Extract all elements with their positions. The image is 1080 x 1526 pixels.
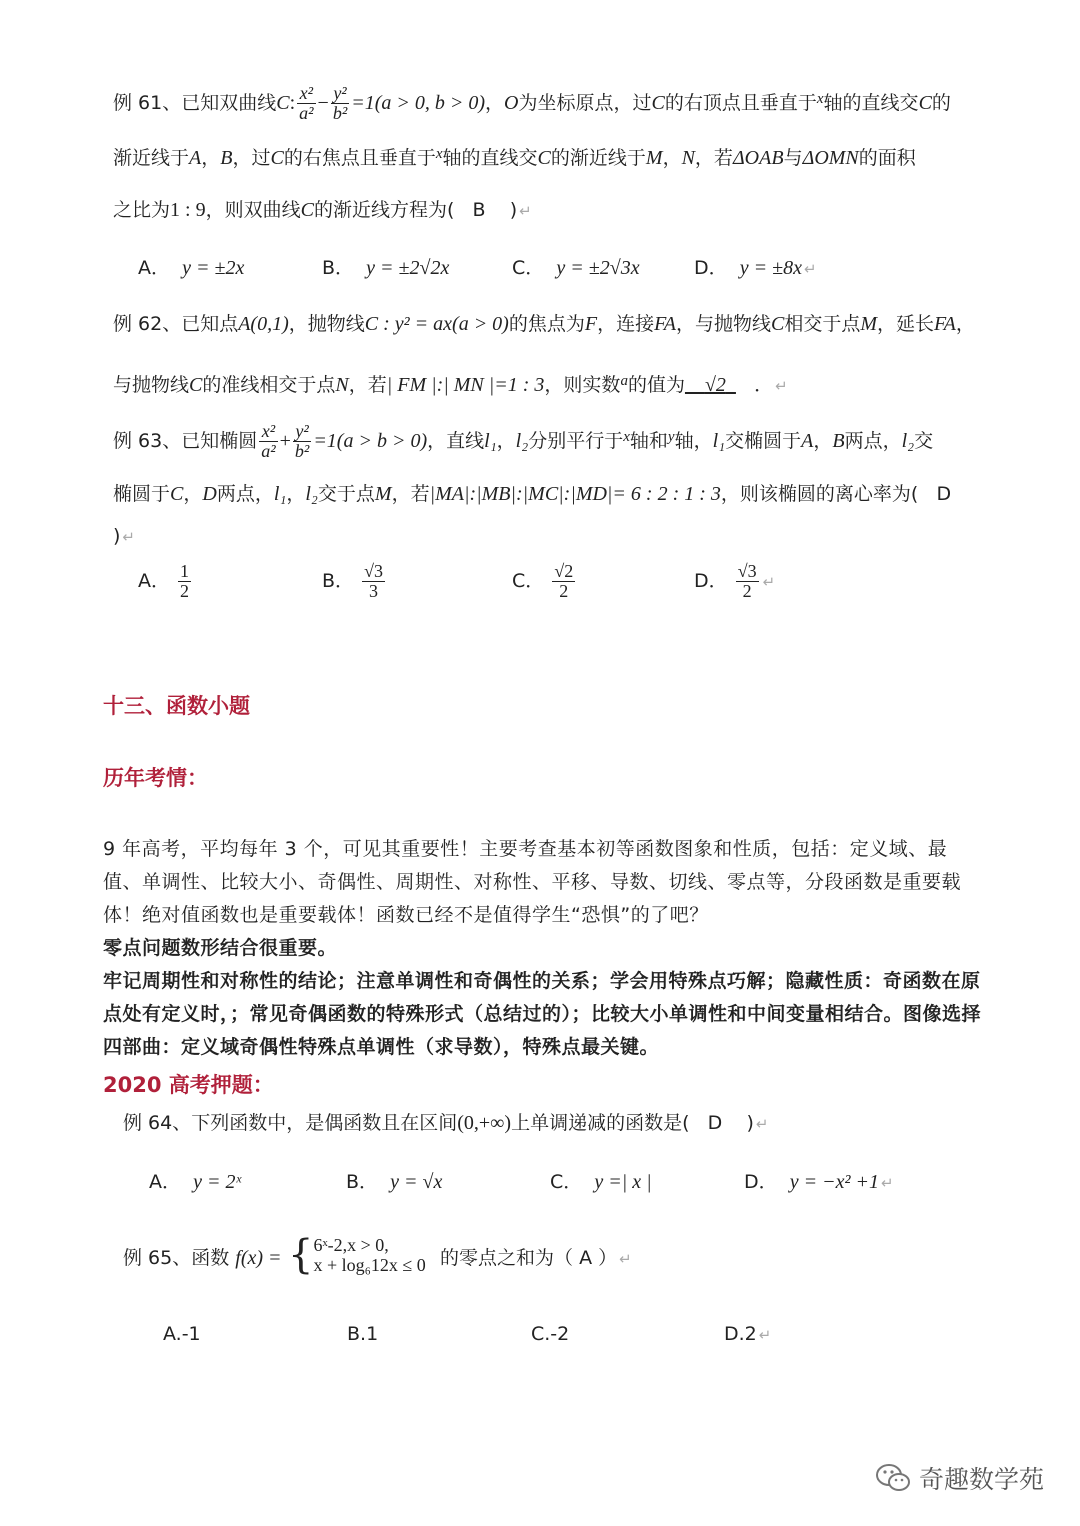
fraction: $\frac{\text{x²}}{\text{a²}}$: [299, 83, 314, 123]
ex62-line2: 与抛物线C的准线相交于点N，若| FM |:| MN |=1 : 3，则实数$^a$的值为 √2 ． ↵: [113, 373, 788, 396]
ex65-option-d: D.2 ↵: [724, 1323, 772, 1345]
ex63-line1: 例 63、已知椭圆 $\frac{\text{x²}}{\text{a²}}$ + $\frac{\text{y²}}{\text{b²}}$ =1(a > b > 0)，直线l₁，l₂分别平行于$^x$轴和$^y$轴，l₁交椭圆于A，B两点，l₂交: [113, 421, 934, 461]
piecewise-case-1: 6ˣ-2,x > 0,: [313, 1235, 389, 1255]
answer: B: [472, 199, 486, 221]
answer: D: [707, 1112, 723, 1134]
ex65-line1-tail: 的零点之和为（ A ） ↵: [440, 1247, 632, 1269]
bold-note: 零点问题数形结合很重要。: [103, 937, 338, 959]
ex63-line2: 椭圆于C，D两点，l₁，l₂交于点M，若|MA|:|MB|:|MC|:|MD|= 6 : 2 : 1 : 3，则该椭圆的离心率为( D: [113, 483, 952, 505]
ex64-option-d: D． y = −x² +1 ↵: [744, 1171, 894, 1193]
answer: √2: [704, 374, 726, 396]
answer: D: [936, 483, 952, 505]
ex61-option-a: A． y = ±2x: [138, 257, 245, 279]
math: =1(a > 0, b > 0): [351, 92, 486, 114]
ex63-option-c: C． $\frac{√2}{2}$: [512, 561, 574, 601]
bold-summary: 牢记周期性和对称性的结论；注意单调性和奇偶性的关系；学会用特殊点巧解；隐藏性质：奇函数在原点处有定义时，；常见奇偶函数的特殊形式（总结过的）；比较大小单调性和中间变量相结合。图像选择四部曲：定义域奇偶性特殊点单调性（求导数），特殊点最关键。: [103, 970, 982, 1058]
ex65-option-c: C.-2: [531, 1323, 570, 1345]
ex65-option-a: A.-1: [163, 1323, 201, 1345]
ex61-option-c: C． y = ±2√3x: [512, 257, 640, 279]
piecewise-brace: { 6ˣ-2,x > 0, x + log₆12x ≤ 0: [288, 1232, 426, 1278]
ex65-option-b: B.1: [347, 1323, 379, 1345]
overview-paragraph: [103, 833, 983, 1064]
wechat-icon: [875, 1463, 911, 1493]
ex64-option-b: B． y = √x: [346, 1171, 443, 1193]
answer: A: [579, 1247, 593, 1269]
section-title: 十三、函数小题: [103, 694, 250, 718]
ex61-line3: 之比为1 : 9，则双曲线C的渐近线方程为( B ) ↵: [113, 199, 532, 221]
paragraph-text: 9 年高考，平均每年 3 个，可见其重要性！主要考查基本初等函数图象和性质，包括：定义域、最值、单调性、比较大小、奇偶性、周期性、对称性、平移、导数、切线、零点等，分段函数是重要载体！绝对值函数也是重要载体！函数已经不是值得学生“恐惧”的了吧？: [103, 838, 962, 926]
fraction: $\frac{\text{y²}}{\text{b²}}$: [332, 83, 348, 123]
ex62-line1: 例 62、已知点A(0,1)，抛物线C : y² = ax(a > 0)的焦点为F，连接FA，与抛物线C相交于点M，延长FA，: [113, 313, 975, 335]
return-mark: ↵: [519, 202, 532, 220]
ex64-option-c: C． y =| x |: [550, 1171, 652, 1193]
ex65-line1: 例 65、函数 f(x) =: [123, 1247, 282, 1269]
text: 例 61、已知双曲线: [113, 92, 277, 114]
ex63-option-a: A． $\frac{1}{2}$: [138, 561, 190, 601]
subsection-title-2020: 2020 高考押题：: [103, 1073, 274, 1097]
ex61-line1: 例 61、已知双曲线C: $\frac{\text{x²}}{\text{a²}}$ − $\frac{\text{y²}}{\text{b²}}$ =1(a > 0, b > 0)，O为坐标原点，过C的右顶点且垂直于$^x$轴的直线交C的: [113, 83, 951, 123]
ex64-line1: 例 64、下列函数中，是偶函数且在区间(0,+∞)上单调递减的函数是( D ) ↵: [123, 1112, 769, 1134]
watermark: [875, 1460, 1044, 1496]
ex61-option-d: D． y = ±8x ↵: [694, 257, 817, 279]
ex61-line2: 渐近线于A，B，过C的右焦点且垂直于$^x$轴的直线交C的渐近线于M，N，若ΔOAB与ΔOMN的面积: [113, 146, 916, 169]
math: C: [276, 92, 290, 114]
piecewise-case-2: x + log₆12x ≤ 0: [313, 1255, 426, 1275]
ex61-option-b: B． y = ±2√2x: [322, 257, 450, 279]
ex63-option-b: B． $\frac{√3}{3}$: [322, 561, 383, 601]
ex63-option-d: D． $\frac{√3}{2}$ ↵: [694, 561, 776, 601]
ex64-option-a: A． y = 2ˣ: [149, 1171, 242, 1193]
watermark-text: 奇趣数学苑: [918, 1465, 1044, 1494]
subsection-title: 历年考情：: [103, 766, 208, 790]
ex63-line3: ) ↵: [113, 525, 135, 547]
